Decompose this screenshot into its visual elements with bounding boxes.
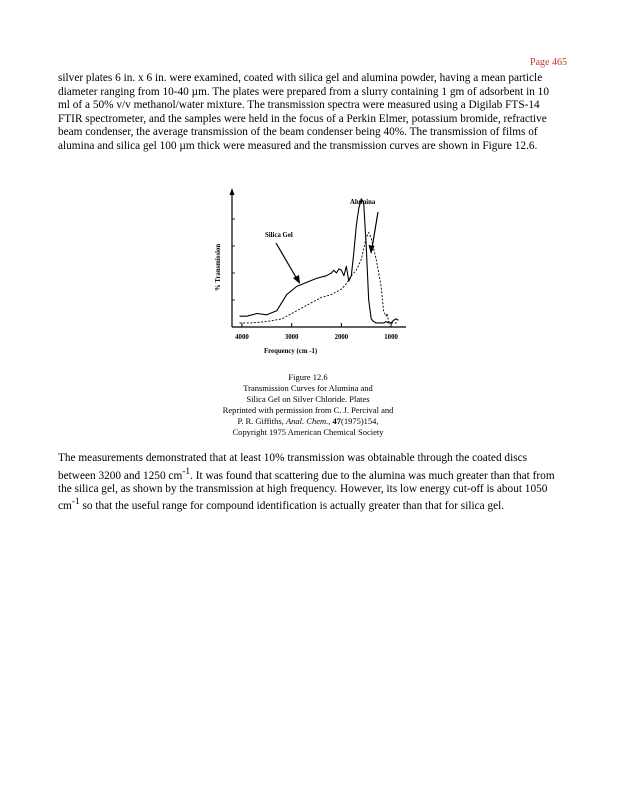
x-tick-label-2000: 2000 — [334, 334, 349, 341]
x-tick-label-4000: 4000 — [235, 334, 249, 341]
figure-12-6 — [200, 186, 410, 371]
x-tick-label-3000: 3000 — [284, 334, 299, 341]
page-number: Page 465 — [530, 57, 567, 68]
caption-volume: 47 — [332, 416, 341, 426]
caption-year-page: (1975)154, — [340, 416, 379, 426]
caption-line-4: Reprinted with permission from C. J. Percival and — [222, 405, 394, 415]
transmission-chart — [200, 186, 410, 371]
caption-line-5 — [198, 416, 418, 427]
caption-sep: , — [328, 416, 333, 426]
x-tick-label-1000: 1000 — [384, 334, 398, 341]
p2-part-a: The measurements demonstrated that at least 10% transmission was obtainable through the coated discs between 3200 and 1250 cm — [58, 452, 528, 482]
p2-part-b: . It was found that scattering due to the alumina was much greater than that from the silica gel, as shown by the transmission at high frequency. However, its low energy cut-off is about 1050 cm — [58, 469, 555, 513]
y-axis-label: % Transmission — [215, 243, 222, 291]
silica-gel-pointer — [276, 243, 297, 279]
caption-line-6: Copyright 1975 American Chemical Society — [232, 427, 384, 437]
body-paragraph-1: silver plates 6 in. x 6 in. were examined, coated with silica gel and alumina powder, having a mean particle diameter ranging from 10-40 µm. The plates were prepared from a slurry containing 1 gm of adsorbent in 10 ml of a 50% v/v methanol/water mixture. The transmission spectra were measured using a Digilab FTS-14 FTIR spectrometer, and the samples were held in the focus of a Perkin Elmer, potassium bromide, refractive beam condenser, the average transmission of the beam condenser being 40%. The transmission of films of alumina and silica gel 100 µm thick were measured and the transmission curves are shown in Figure 12.6. — [58, 72, 549, 152]
silica-gel-pointer-head — [293, 275, 300, 284]
caption-authors: P. R. Giffiths, — [237, 416, 286, 426]
caption-journal: Anal. Chem. — [285, 416, 329, 426]
p2-sup-2: -1 — [71, 497, 80, 508]
figure-caption — [198, 372, 418, 438]
body-paragraph-2 — [58, 452, 558, 514]
p2-part-c: so that the useful range for compound identification is actually greater than that for silica gel. — [79, 500, 505, 513]
caption-line-3: Silica Gel on Silver Chloride. Plates — [246, 394, 370, 404]
y-axis-arrow — [230, 188, 235, 195]
annotation-alumina: Alumina — [350, 199, 376, 206]
alumina-pointer — [372, 212, 378, 248]
annotation-silica-gel: Silica Gel — [265, 232, 293, 239]
series-line-silica-gel — [240, 199, 399, 323]
x-axis-label: Frequency (cm -1) — [264, 348, 318, 355]
caption-line-2: Transmission Curves for Alumina and — [243, 383, 373, 393]
caption-line-1: Figure 12.6 — [288, 372, 328, 382]
p2-sup-1: -1 — [182, 466, 191, 477]
